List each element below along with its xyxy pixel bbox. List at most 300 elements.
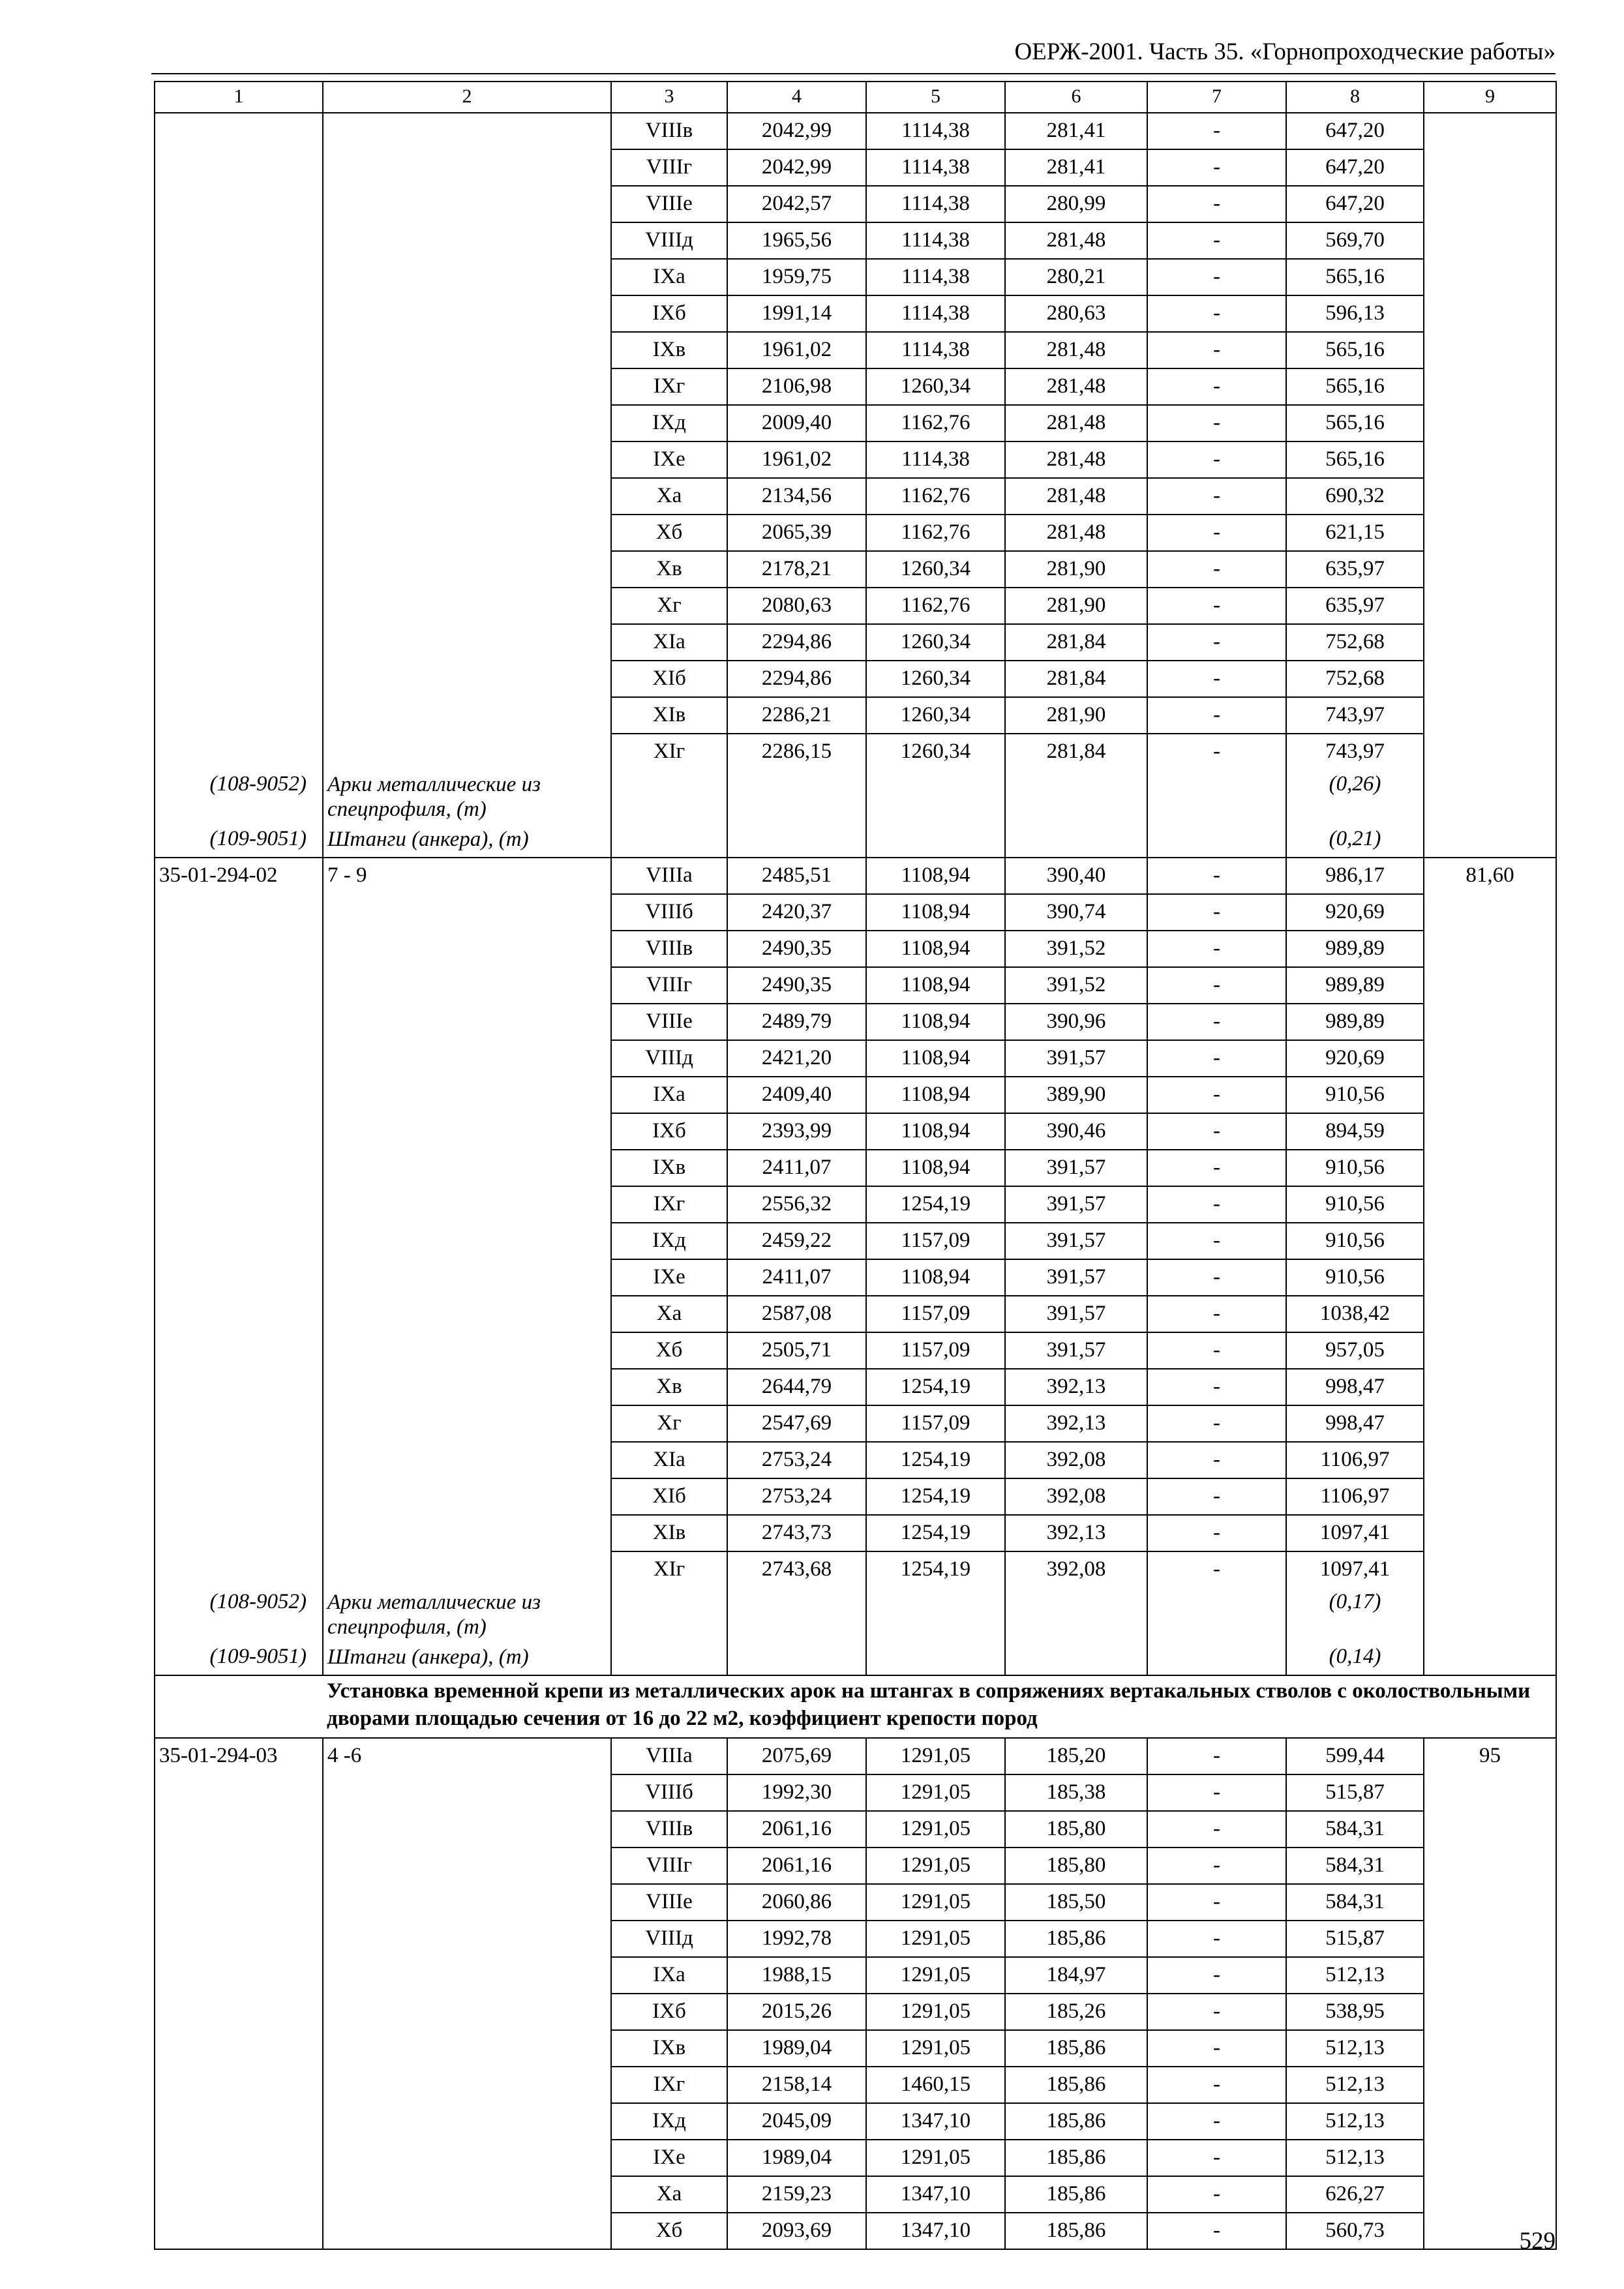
table-cell bbox=[1424, 1587, 1556, 1642]
table-row bbox=[155, 1150, 1556, 1186]
total-cost: 2178,21 bbox=[727, 551, 866, 588]
norm-code bbox=[155, 1186, 323, 1223]
resource-value: (0,21) bbox=[1286, 824, 1424, 858]
material-cost: 957,05 bbox=[1286, 1332, 1424, 1369]
norm-code bbox=[155, 1077, 323, 1113]
table-row bbox=[155, 1551, 1556, 1587]
labor-cost: 1291,05 bbox=[866, 2030, 1005, 2067]
labor-cost: 1162,76 bbox=[866, 515, 1005, 551]
norm-code bbox=[155, 1259, 323, 1296]
category: Xв bbox=[611, 551, 727, 588]
resource-name: Арки металлические из спецпрофиля, (т) bbox=[323, 770, 611, 824]
hardness-coefficient bbox=[323, 295, 611, 332]
norm-code bbox=[155, 2103, 323, 2140]
category: XIв bbox=[611, 697, 727, 734]
category: IXб bbox=[611, 1994, 727, 2030]
machinists-wage: - bbox=[1147, 588, 1286, 624]
norm-code bbox=[155, 2030, 323, 2067]
total-cost: 2485,51 bbox=[727, 858, 866, 894]
machine-cost: 185,86 bbox=[1005, 2030, 1147, 2067]
total-cost: 1989,04 bbox=[727, 2140, 866, 2176]
category: IXд bbox=[611, 1223, 727, 1259]
total-cost: 2286,21 bbox=[727, 697, 866, 734]
material-cost: 512,13 bbox=[1286, 1957, 1424, 1994]
norm-code bbox=[155, 1811, 323, 1848]
norm-code bbox=[155, 734, 323, 770]
labor-hours bbox=[1424, 259, 1556, 295]
total-cost: 2060,86 bbox=[727, 1884, 866, 1921]
machinists-wage: - bbox=[1147, 1442, 1286, 1478]
labor-hours bbox=[1424, 1515, 1556, 1551]
labor-hours bbox=[1424, 1223, 1556, 1259]
material-cost: 989,89 bbox=[1286, 931, 1424, 967]
material-cost: 621,15 bbox=[1286, 515, 1424, 551]
table-cell bbox=[1424, 1642, 1556, 1675]
table-cell bbox=[866, 824, 1005, 858]
category: XIв bbox=[611, 1515, 727, 1551]
labor-cost: 1260,34 bbox=[866, 551, 1005, 588]
category: Xa bbox=[611, 478, 727, 515]
category: VIIIa bbox=[611, 858, 727, 894]
material-cost: 920,69 bbox=[1286, 1040, 1424, 1077]
table-row bbox=[155, 186, 1556, 222]
table-row bbox=[155, 515, 1556, 551]
total-cost: 2159,23 bbox=[727, 2176, 866, 2213]
hardness-coefficient bbox=[323, 624, 611, 661]
total-cost: 2042,99 bbox=[727, 113, 866, 149]
norm-code bbox=[155, 1551, 323, 1587]
material-cost: 998,47 bbox=[1286, 1369, 1424, 1405]
labor-hours bbox=[1424, 931, 1556, 967]
labor-cost: 1108,94 bbox=[866, 1004, 1005, 1040]
machine-cost: 281,41 bbox=[1005, 149, 1147, 186]
category: VIIIe bbox=[611, 1884, 727, 1921]
table-row bbox=[155, 1040, 1556, 1077]
machinists-wage: - bbox=[1147, 295, 1286, 332]
labor-hours bbox=[1424, 332, 1556, 368]
total-cost: 1988,15 bbox=[727, 1957, 866, 1994]
table-cell bbox=[727, 1642, 866, 1675]
norm-code bbox=[155, 1369, 323, 1405]
table-cell bbox=[1424, 770, 1556, 824]
total-cost: 2490,35 bbox=[727, 967, 866, 1004]
material-cost: 565,16 bbox=[1286, 368, 1424, 405]
material-cost: 538,95 bbox=[1286, 1994, 1424, 2030]
machine-cost: 391,52 bbox=[1005, 931, 1147, 967]
machine-cost: 281,90 bbox=[1005, 588, 1147, 624]
norm-code bbox=[155, 967, 323, 1004]
labor-hours bbox=[1424, 967, 1556, 1004]
category: IXa bbox=[611, 1957, 727, 1994]
labor-cost: 1114,38 bbox=[866, 222, 1005, 259]
machinists-wage: - bbox=[1147, 1884, 1286, 1921]
material-cost: 986,17 bbox=[1286, 858, 1424, 894]
resource-row bbox=[155, 1587, 1556, 1642]
norm-code bbox=[155, 1442, 323, 1478]
machine-cost: 389,90 bbox=[1005, 1077, 1147, 1113]
labor-hours bbox=[1424, 1405, 1556, 1442]
machinists-wage: - bbox=[1147, 1296, 1286, 1332]
hardness-coefficient bbox=[323, 1369, 611, 1405]
machinists-wage: - bbox=[1147, 1405, 1286, 1442]
total-cost: 2421,20 bbox=[727, 1040, 866, 1077]
category: IXб bbox=[611, 295, 727, 332]
machine-cost: 391,57 bbox=[1005, 1223, 1147, 1259]
labor-hours bbox=[1424, 1113, 1556, 1150]
norm-code bbox=[155, 295, 323, 332]
page-header-title: ОЕРЖ-2001. Часть 35. «Горнопроходческие работы» bbox=[1014, 38, 1556, 65]
total-cost: 1991,14 bbox=[727, 295, 866, 332]
section-title: Установка временной крепи из металлических арок на штангах в сопряжениях вертакальных стволов с околоствольными дворами площадью сечения от 16 до 22 м2, коэффициент крепости пород bbox=[323, 1675, 1556, 1738]
category: Xб bbox=[611, 2213, 727, 2249]
hardness-coefficient bbox=[323, 551, 611, 588]
machine-cost: 185,50 bbox=[1005, 1884, 1147, 1921]
hardness-coefficient bbox=[323, 1478, 611, 1515]
machine-cost: 392,13 bbox=[1005, 1369, 1147, 1405]
labor-cost: 1260,34 bbox=[866, 734, 1005, 770]
column-number: 3 bbox=[611, 82, 727, 113]
hardness-coefficient bbox=[323, 368, 611, 405]
labor-cost: 1108,94 bbox=[866, 967, 1005, 1004]
category: IXв bbox=[611, 332, 727, 368]
category: Xб bbox=[611, 515, 727, 551]
table-row bbox=[155, 478, 1556, 515]
labor-cost: 1114,38 bbox=[866, 259, 1005, 295]
norm-code bbox=[155, 368, 323, 405]
machinists-wage: - bbox=[1147, 2067, 1286, 2103]
total-cost: 2093,69 bbox=[727, 2213, 866, 2249]
material-cost: 569,70 bbox=[1286, 222, 1424, 259]
machinists-wage: - bbox=[1147, 1811, 1286, 1848]
hardness-coefficient bbox=[323, 1921, 611, 1957]
hardness-coefficient bbox=[323, 1113, 611, 1150]
labor-cost: 1254,19 bbox=[866, 1186, 1005, 1223]
table-row bbox=[155, 967, 1556, 1004]
norm-code bbox=[155, 551, 323, 588]
resource-value: (0,26) bbox=[1286, 770, 1424, 824]
labor-hours bbox=[1424, 441, 1556, 478]
hardness-coefficient bbox=[323, 1223, 611, 1259]
labor-cost: 1260,34 bbox=[866, 624, 1005, 661]
category: IXг bbox=[611, 1186, 727, 1223]
category: XIa bbox=[611, 1442, 727, 1478]
machinists-wage: - bbox=[1147, 259, 1286, 295]
material-cost: 752,68 bbox=[1286, 661, 1424, 697]
machine-cost: 185,80 bbox=[1005, 1811, 1147, 1848]
machine-cost: 391,57 bbox=[1005, 1186, 1147, 1223]
norm-code bbox=[155, 2140, 323, 2176]
category: VIIIд bbox=[611, 1040, 727, 1077]
hardness-coefficient bbox=[323, 1040, 611, 1077]
machine-cost: 185,86 bbox=[1005, 2213, 1147, 2249]
norm-code: 35-01-294-02 bbox=[155, 858, 323, 894]
machinists-wage: - bbox=[1147, 1994, 1286, 2030]
table-cell bbox=[727, 1587, 866, 1642]
machine-cost: 280,63 bbox=[1005, 295, 1147, 332]
table-row bbox=[155, 222, 1556, 259]
table-row bbox=[155, 405, 1556, 441]
category: Xa bbox=[611, 2176, 727, 2213]
table-cell bbox=[1147, 824, 1286, 858]
material-cost: 565,16 bbox=[1286, 405, 1424, 441]
header-divider bbox=[151, 73, 1556, 74]
norm-code bbox=[155, 1150, 323, 1186]
table-row bbox=[155, 1738, 1556, 1774]
category: VIIIд bbox=[611, 222, 727, 259]
labor-hours bbox=[1424, 113, 1556, 149]
category: VIIIд bbox=[611, 1921, 727, 1957]
norm-code bbox=[155, 1223, 323, 1259]
hardness-coefficient bbox=[323, 2103, 611, 2140]
total-cost: 2106,98 bbox=[727, 368, 866, 405]
category: VIIIв bbox=[611, 931, 727, 967]
machine-cost: 390,46 bbox=[1005, 1113, 1147, 1150]
table-row bbox=[155, 1004, 1556, 1040]
table-row bbox=[155, 1921, 1556, 1957]
labor-hours bbox=[1424, 478, 1556, 515]
total-cost: 2134,56 bbox=[727, 478, 866, 515]
labor-hours bbox=[1424, 1040, 1556, 1077]
machinists-wage: - bbox=[1147, 515, 1286, 551]
table-row bbox=[155, 1811, 1556, 1848]
category: IXв bbox=[611, 1150, 727, 1186]
labor-hours bbox=[1424, 1774, 1556, 1811]
table-row bbox=[155, 1848, 1556, 1884]
category: VIIIб bbox=[611, 1774, 727, 1811]
machine-cost: 185,86 bbox=[1005, 2067, 1147, 2103]
labor-hours bbox=[1424, 661, 1556, 697]
machine-cost: 185,20 bbox=[1005, 1738, 1147, 1774]
hardness-coefficient bbox=[323, 2030, 611, 2067]
labor-cost: 1108,94 bbox=[866, 931, 1005, 967]
total-cost: 2420,37 bbox=[727, 894, 866, 931]
machine-cost: 280,21 bbox=[1005, 259, 1147, 295]
machinists-wage: - bbox=[1147, 1921, 1286, 1957]
hardness-coefficient bbox=[323, 332, 611, 368]
hardness-coefficient bbox=[323, 1442, 611, 1478]
labor-cost: 1114,38 bbox=[866, 332, 1005, 368]
material-cost: 998,47 bbox=[1286, 1405, 1424, 1442]
labor-cost: 1162,76 bbox=[866, 588, 1005, 624]
hardness-coefficient bbox=[323, 113, 611, 149]
labor-cost: 1347,10 bbox=[866, 2213, 1005, 2249]
material-cost: 910,56 bbox=[1286, 1259, 1424, 1296]
column-number: 9 bbox=[1424, 82, 1556, 113]
total-cost: 2294,86 bbox=[727, 624, 866, 661]
category: VIIIe bbox=[611, 1004, 727, 1040]
table-row bbox=[155, 1113, 1556, 1150]
hardness-coefficient bbox=[323, 1774, 611, 1811]
norm-code bbox=[155, 1774, 323, 1811]
norm-code bbox=[155, 624, 323, 661]
labor-cost: 1114,38 bbox=[866, 441, 1005, 478]
machinists-wage: - bbox=[1147, 1332, 1286, 1369]
machine-cost: 392,08 bbox=[1005, 1442, 1147, 1478]
machinists-wage: - bbox=[1147, 1150, 1286, 1186]
table-cell bbox=[611, 824, 727, 858]
machine-cost: 281,41 bbox=[1005, 113, 1147, 149]
table-cell bbox=[866, 1587, 1005, 1642]
material-cost: 512,13 bbox=[1286, 2067, 1424, 2103]
norm-code bbox=[155, 405, 323, 441]
machinists-wage: - bbox=[1147, 1040, 1286, 1077]
table-row bbox=[155, 332, 1556, 368]
table-cell bbox=[1005, 770, 1147, 824]
column-number-row bbox=[155, 82, 1556, 113]
machine-cost: 281,48 bbox=[1005, 222, 1147, 259]
material-cost: 910,56 bbox=[1286, 1186, 1424, 1223]
norm-code bbox=[155, 661, 323, 697]
norm-code: 35-01-294-03 bbox=[155, 1738, 323, 1774]
total-cost: 2294,86 bbox=[727, 661, 866, 697]
total-cost: 1961,02 bbox=[727, 332, 866, 368]
material-cost: 584,31 bbox=[1286, 1884, 1424, 1921]
hardness-coefficient bbox=[323, 478, 611, 515]
total-cost: 1961,02 bbox=[727, 441, 866, 478]
total-cost: 2587,08 bbox=[727, 1296, 866, 1332]
category: VIIIa bbox=[611, 1738, 727, 1774]
labor-cost: 1114,38 bbox=[866, 295, 1005, 332]
labor-cost: 1157,09 bbox=[866, 1405, 1005, 1442]
norm-code bbox=[155, 1478, 323, 1515]
material-cost: 635,97 bbox=[1286, 551, 1424, 588]
machinists-wage: - bbox=[1147, 1186, 1286, 1223]
labor-cost: 1291,05 bbox=[866, 1921, 1005, 1957]
material-cost: 1097,41 bbox=[1286, 1551, 1424, 1587]
norm-code bbox=[155, 1884, 323, 1921]
machinists-wage: - bbox=[1147, 368, 1286, 405]
hardness-coefficient bbox=[323, 1077, 611, 1113]
labor-hours bbox=[1424, 2103, 1556, 2140]
norm-code bbox=[155, 1994, 323, 2030]
table-row bbox=[155, 259, 1556, 295]
hardness-coefficient bbox=[323, 1296, 611, 1332]
norm-code bbox=[155, 894, 323, 931]
column-number: 6 bbox=[1005, 82, 1147, 113]
labor-cost: 1157,09 bbox=[866, 1332, 1005, 1369]
category: IXд bbox=[611, 405, 727, 441]
table-row bbox=[155, 1405, 1556, 1442]
column-number: 7 bbox=[1147, 82, 1286, 113]
table-row bbox=[155, 1186, 1556, 1223]
category: VIIIв bbox=[611, 1811, 727, 1848]
table-row bbox=[155, 1884, 1556, 1921]
table-cell bbox=[1147, 770, 1286, 824]
hardness-coefficient bbox=[323, 661, 611, 697]
total-cost: 2753,24 bbox=[727, 1442, 866, 1478]
table-cell bbox=[1147, 1587, 1286, 1642]
material-cost: 565,16 bbox=[1286, 441, 1424, 478]
labor-cost: 1254,19 bbox=[866, 1551, 1005, 1587]
hardness-coefficient bbox=[323, 1811, 611, 1848]
labor-cost: 1157,09 bbox=[866, 1223, 1005, 1259]
labor-hours bbox=[1424, 405, 1556, 441]
labor-cost: 1291,05 bbox=[866, 1811, 1005, 1848]
machine-cost: 184,97 bbox=[1005, 1957, 1147, 1994]
machinists-wage: - bbox=[1147, 1478, 1286, 1515]
hardness-coefficient bbox=[323, 2176, 611, 2213]
hardness-coefficient bbox=[323, 1186, 611, 1223]
total-cost: 2015,26 bbox=[727, 1994, 866, 2030]
table-cell bbox=[727, 770, 866, 824]
machine-cost: 185,86 bbox=[1005, 1921, 1147, 1957]
machinists-wage: - bbox=[1147, 113, 1286, 149]
material-cost: 626,27 bbox=[1286, 2176, 1424, 2213]
labor-cost: 1108,94 bbox=[866, 1040, 1005, 1077]
material-cost: 635,97 bbox=[1286, 588, 1424, 624]
table-row bbox=[155, 1332, 1556, 1369]
total-cost: 2042,99 bbox=[727, 149, 866, 186]
hardness-coefficient bbox=[323, 1994, 611, 2030]
table-row bbox=[155, 1774, 1556, 1811]
machine-cost: 281,84 bbox=[1005, 661, 1147, 697]
machinists-wage: - bbox=[1147, 222, 1286, 259]
labor-cost: 1157,09 bbox=[866, 1296, 1005, 1332]
norm-code bbox=[155, 441, 323, 478]
machine-cost: 391,57 bbox=[1005, 1296, 1147, 1332]
hardness-coefficient bbox=[323, 2067, 611, 2103]
machinists-wage: - bbox=[1147, 2030, 1286, 2067]
labor-cost: 1254,19 bbox=[866, 1442, 1005, 1478]
machinists-wage: - bbox=[1147, 697, 1286, 734]
hardness-coefficient bbox=[323, 967, 611, 1004]
category: Xг bbox=[611, 588, 727, 624]
norm-code bbox=[155, 186, 323, 222]
total-cost: 2644,79 bbox=[727, 1369, 866, 1405]
table-row bbox=[155, 1515, 1556, 1551]
hardness-coefficient bbox=[323, 1884, 611, 1921]
labor-cost: 1162,76 bbox=[866, 478, 1005, 515]
category: IXe bbox=[611, 2140, 727, 2176]
material-cost: 596,13 bbox=[1286, 295, 1424, 332]
machine-cost: 281,84 bbox=[1005, 734, 1147, 770]
category: VIIIб bbox=[611, 894, 727, 931]
total-cost: 1992,78 bbox=[727, 1921, 866, 1957]
table-row bbox=[155, 734, 1556, 770]
machinists-wage: - bbox=[1147, 624, 1286, 661]
machinists-wage: - bbox=[1147, 2103, 1286, 2140]
machinists-wage: - bbox=[1147, 734, 1286, 770]
resource-code: (109-9051) bbox=[155, 1642, 323, 1675]
material-cost: 1106,97 bbox=[1286, 1478, 1424, 1515]
table-row bbox=[155, 2030, 1556, 2067]
hardness-coefficient bbox=[323, 441, 611, 478]
total-cost: 2286,15 bbox=[727, 734, 866, 770]
labor-cost: 1108,94 bbox=[866, 1259, 1005, 1296]
machinists-wage: - bbox=[1147, 858, 1286, 894]
hardness-coefficient bbox=[323, 186, 611, 222]
labor-hours bbox=[1424, 1811, 1556, 1848]
table-row bbox=[155, 368, 1556, 405]
total-cost: 2489,79 bbox=[727, 1004, 866, 1040]
total-cost: 2743,68 bbox=[727, 1551, 866, 1587]
material-cost: 515,87 bbox=[1286, 1774, 1424, 1811]
category: Xг bbox=[611, 1405, 727, 1442]
category: IXд bbox=[611, 2103, 727, 2140]
table-cell bbox=[1005, 824, 1147, 858]
machine-cost: 281,48 bbox=[1005, 515, 1147, 551]
labor-cost: 1114,38 bbox=[866, 113, 1005, 149]
total-cost: 2409,40 bbox=[727, 1077, 866, 1113]
labor-hours bbox=[1424, 1957, 1556, 1994]
category: Xб bbox=[611, 1332, 727, 1369]
norm-code bbox=[155, 697, 323, 734]
machinists-wage: - bbox=[1147, 2176, 1286, 2213]
table-row bbox=[155, 624, 1556, 661]
machinists-wage: - bbox=[1147, 661, 1286, 697]
labor-hours bbox=[1424, 368, 1556, 405]
material-cost: 647,20 bbox=[1286, 186, 1424, 222]
